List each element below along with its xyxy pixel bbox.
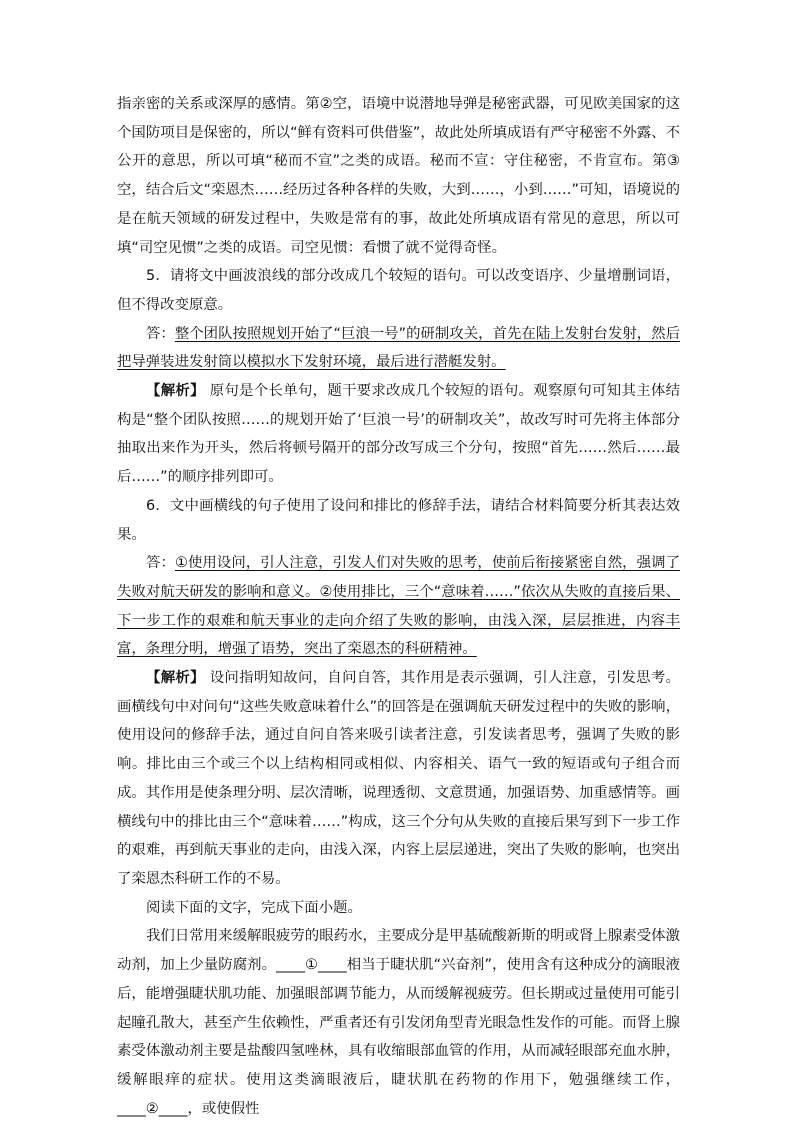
blank-2-number: ② xyxy=(145,1100,159,1117)
passage-middle: 相当于睫状肌“兴奋剂”，使用含有这种成分的滴眼液后，能增强睫状肌功能、加强眼部调节能力，从而缓解视疲劳。但长期或过量使用可能引起瞳孔散大，甚至产生依赖性，严重者还有引发闭角型青光眼急性发作的可能。而肾上腺素受体激动剂主要是盐酸四氢唑林，具有收缩眼部血管的作用，从而减轻眼部充血水肿，缓解眼痒的症状。使用这类滴眼液后，睫状肌在药物的作用下，勉强继续工作， xyxy=(117,957,680,1088)
question-6: 6．文中画横线的句子使用了设问和排比的修辞手法，请结合材料简要分析其表达效果。 xyxy=(117,497,680,543)
answer-5-prefix: 答： xyxy=(146,325,175,342)
analysis-6-tag: 【解析】 xyxy=(146,670,205,687)
analysis-6 xyxy=(117,664,680,894)
analysis-5 xyxy=(117,377,680,492)
answer-6 xyxy=(117,549,680,664)
answer-6-prefix: 答： xyxy=(146,555,175,572)
reading-intro: 阅读下面的文字，完成下面小题。 xyxy=(146,899,362,916)
document-page xyxy=(117,90,680,1123)
question-5: 5．请将文中画波浪线的部分改成几个较短的语句。可以改变语序、少量增删词语，但不得改变原意。 xyxy=(117,268,680,313)
passage-end: ，或使假性 xyxy=(187,1100,260,1117)
analysis-paragraph-q4: 指亲密的关系或深厚的感情。第②空，语境中说潜地导弹是秘密武器，可见欧美国家的这个国防项目是保密的，所以“鲜有资料可供借鉴”，故此处所填成语有严守秘密不外露、不公开的意思，所以可填“秘而不宣”之类的成语。秘而不宣：守住秘密，不肯宣布。第③空，结合后文“栾恩杰……经历过各种各样的失败，大到……，小到……”可知，语境说的是在航天领域的研发过程中，失败是常有的事，故此处所填成语有常见的意思，所以可填“司空见惯”之类的成语。司空见惯：看惯了就不觉得奇怪。 xyxy=(117,96,680,256)
analysis-5-text: 原句是个长单句，题干要求改成几个较短的语句。观察原句可知其主体结构是“整个团队按照……的规划开始了‘巨浪一号’的研制攻关”，故改写时可先将主体部分抽取出来作为开头，然后将顿号隔开的部分改写成三个分句，按照“首先……然后……最后……”的顺序排列即可。 xyxy=(117,383,680,486)
blank-1-number: ① xyxy=(304,957,318,974)
passage-start: 我们日常用来缓解眼疲劳的眼药水，主要成分是甲基硫酸新斯的明或肾上腺素受体激动剂，加上少量防腐剂。 xyxy=(117,928,680,974)
analysis-5-tag: 【解析】 xyxy=(146,383,205,400)
blank-2: ____②____ xyxy=(117,1100,188,1117)
blank-1: ____①____ xyxy=(276,957,347,974)
answer-6-text: ①使用设问，引人注意，引发人们对失败的思考，使前后衔接紧密自然，强调了失败对航天研发的影响和意义。②使用排比，三个“意味着……”依次从失败的直接后果、下一步工作的艰难和航天事业的走向介绍了失败的影响，由浅入深，层层推进，内容丰富，条理分明，增强了语势，突出了栾恩杰的科研精神。 xyxy=(117,555,680,658)
answer-5-text: 整个团队按照规划开始了“巨浪一号”的研制攻关，首先在陆上发射台发射，然后把导弹装进发射筒以模拟水下发射环境，最后进行潜艇发射。 xyxy=(117,325,680,371)
answer-5 xyxy=(117,320,680,377)
reading-passage xyxy=(117,922,680,1123)
analysis-6-text: 设问指明知故问，自问自答，其作用是表示强调，引人注意，引发思考。画横线句中对问句“这些失败意味着什么”的回答是在强调航天研发过程中的失败的影响，使用设问的修辞手法，通过自问自答来吸引读者注意，引发读者思考，强调了失败的影响。排比由三个或三个以上结构相同或相似、内容相关、语气一致的短语或句子组合而成。其作用是使条理分明、层次清晰，说理透彻、文意贯通，加强语势、加重感情等。画横线句中的排比由三个“意味着……”构成，这三个分句从失败的直接后果写到下一步工作的艰难，再到航天事业的走向，由浅入深，内容上层层递进，突出了失败的影响，也突出了栾恩杰科研工作的不易。 xyxy=(117,670,680,887)
